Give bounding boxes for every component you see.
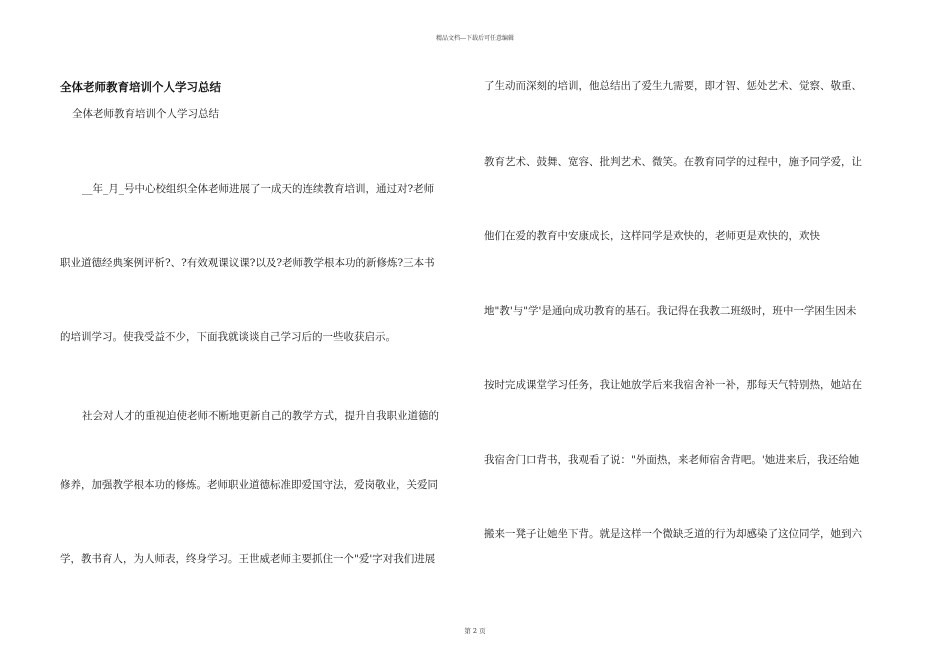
left-line-6: 学，教书育人，为人师表，终身学习。王世威老师主要抓住一个"爱'字对我们进展 bbox=[60, 553, 436, 565]
right-line-2: 教育艺术、鼓舞、宽容、批判艺术、微笑。在教育同学的过程中，施予同学爱，让 bbox=[484, 156, 862, 168]
left-line-4: 社会对人才的重视迫使老师不断地更新自己的教学方式，提升自我职业道德的 bbox=[82, 410, 439, 422]
left-line-3: 的培训学习。使我受益不少，下面我就谈谈自己学习后的一些收获启示。 bbox=[60, 331, 396, 343]
left-line-5: 修养，加强教学根本功的修炼。老师职业道德标准即爱国守法，爱岗敬业，关爱同 bbox=[60, 479, 438, 491]
right-line-4: 地"教'与"学'是通向成功教育的基石。我记得在我教二班级时，班中一学困生因未 bbox=[484, 305, 857, 317]
right-line-3: 他们在爱的教育中安康成长，这样同学是欢快的，老师更是欢快的，欢快 bbox=[484, 230, 820, 242]
left-line-2: 职业道德经典案例评析?、?有效观课议课?以及?老师教学根本功的新修炼?三本书 bbox=[60, 257, 435, 269]
right-line-7: 搬来一凳子让她坐下背。就是这样一个微缺乏道的行为却感染了这位同学，她到六 bbox=[484, 528, 862, 540]
page-header-note: 精品文档---下载后可任意编辑 bbox=[435, 35, 515, 42]
document-subtitle: 全体老师教育培训个人学习总结 bbox=[72, 108, 219, 120]
page-number: 第 2 页 bbox=[464, 627, 486, 635]
left-line-1: __年_月_号中心校组织全体老师进展了一成天的连续教育培训，通过对?老师 bbox=[82, 183, 435, 195]
document-title: 全体老师教育培训个人学习总结 bbox=[60, 80, 221, 94]
right-line-1: 了生动而深刻的培训，他总结出了爱生九需要，即才智、惩处艺术、觉察、敬重、 bbox=[484, 80, 862, 92]
right-line-6: 我宿舍门口背书，我观看了说："外面热，来老师宿舍背吧。'她进来后，我还给她 bbox=[484, 454, 860, 466]
right-line-5: 按时完成课堂学习任务，我让她放学后来我宿舍补一补，那每天气特别热，她站在 bbox=[484, 379, 862, 391]
